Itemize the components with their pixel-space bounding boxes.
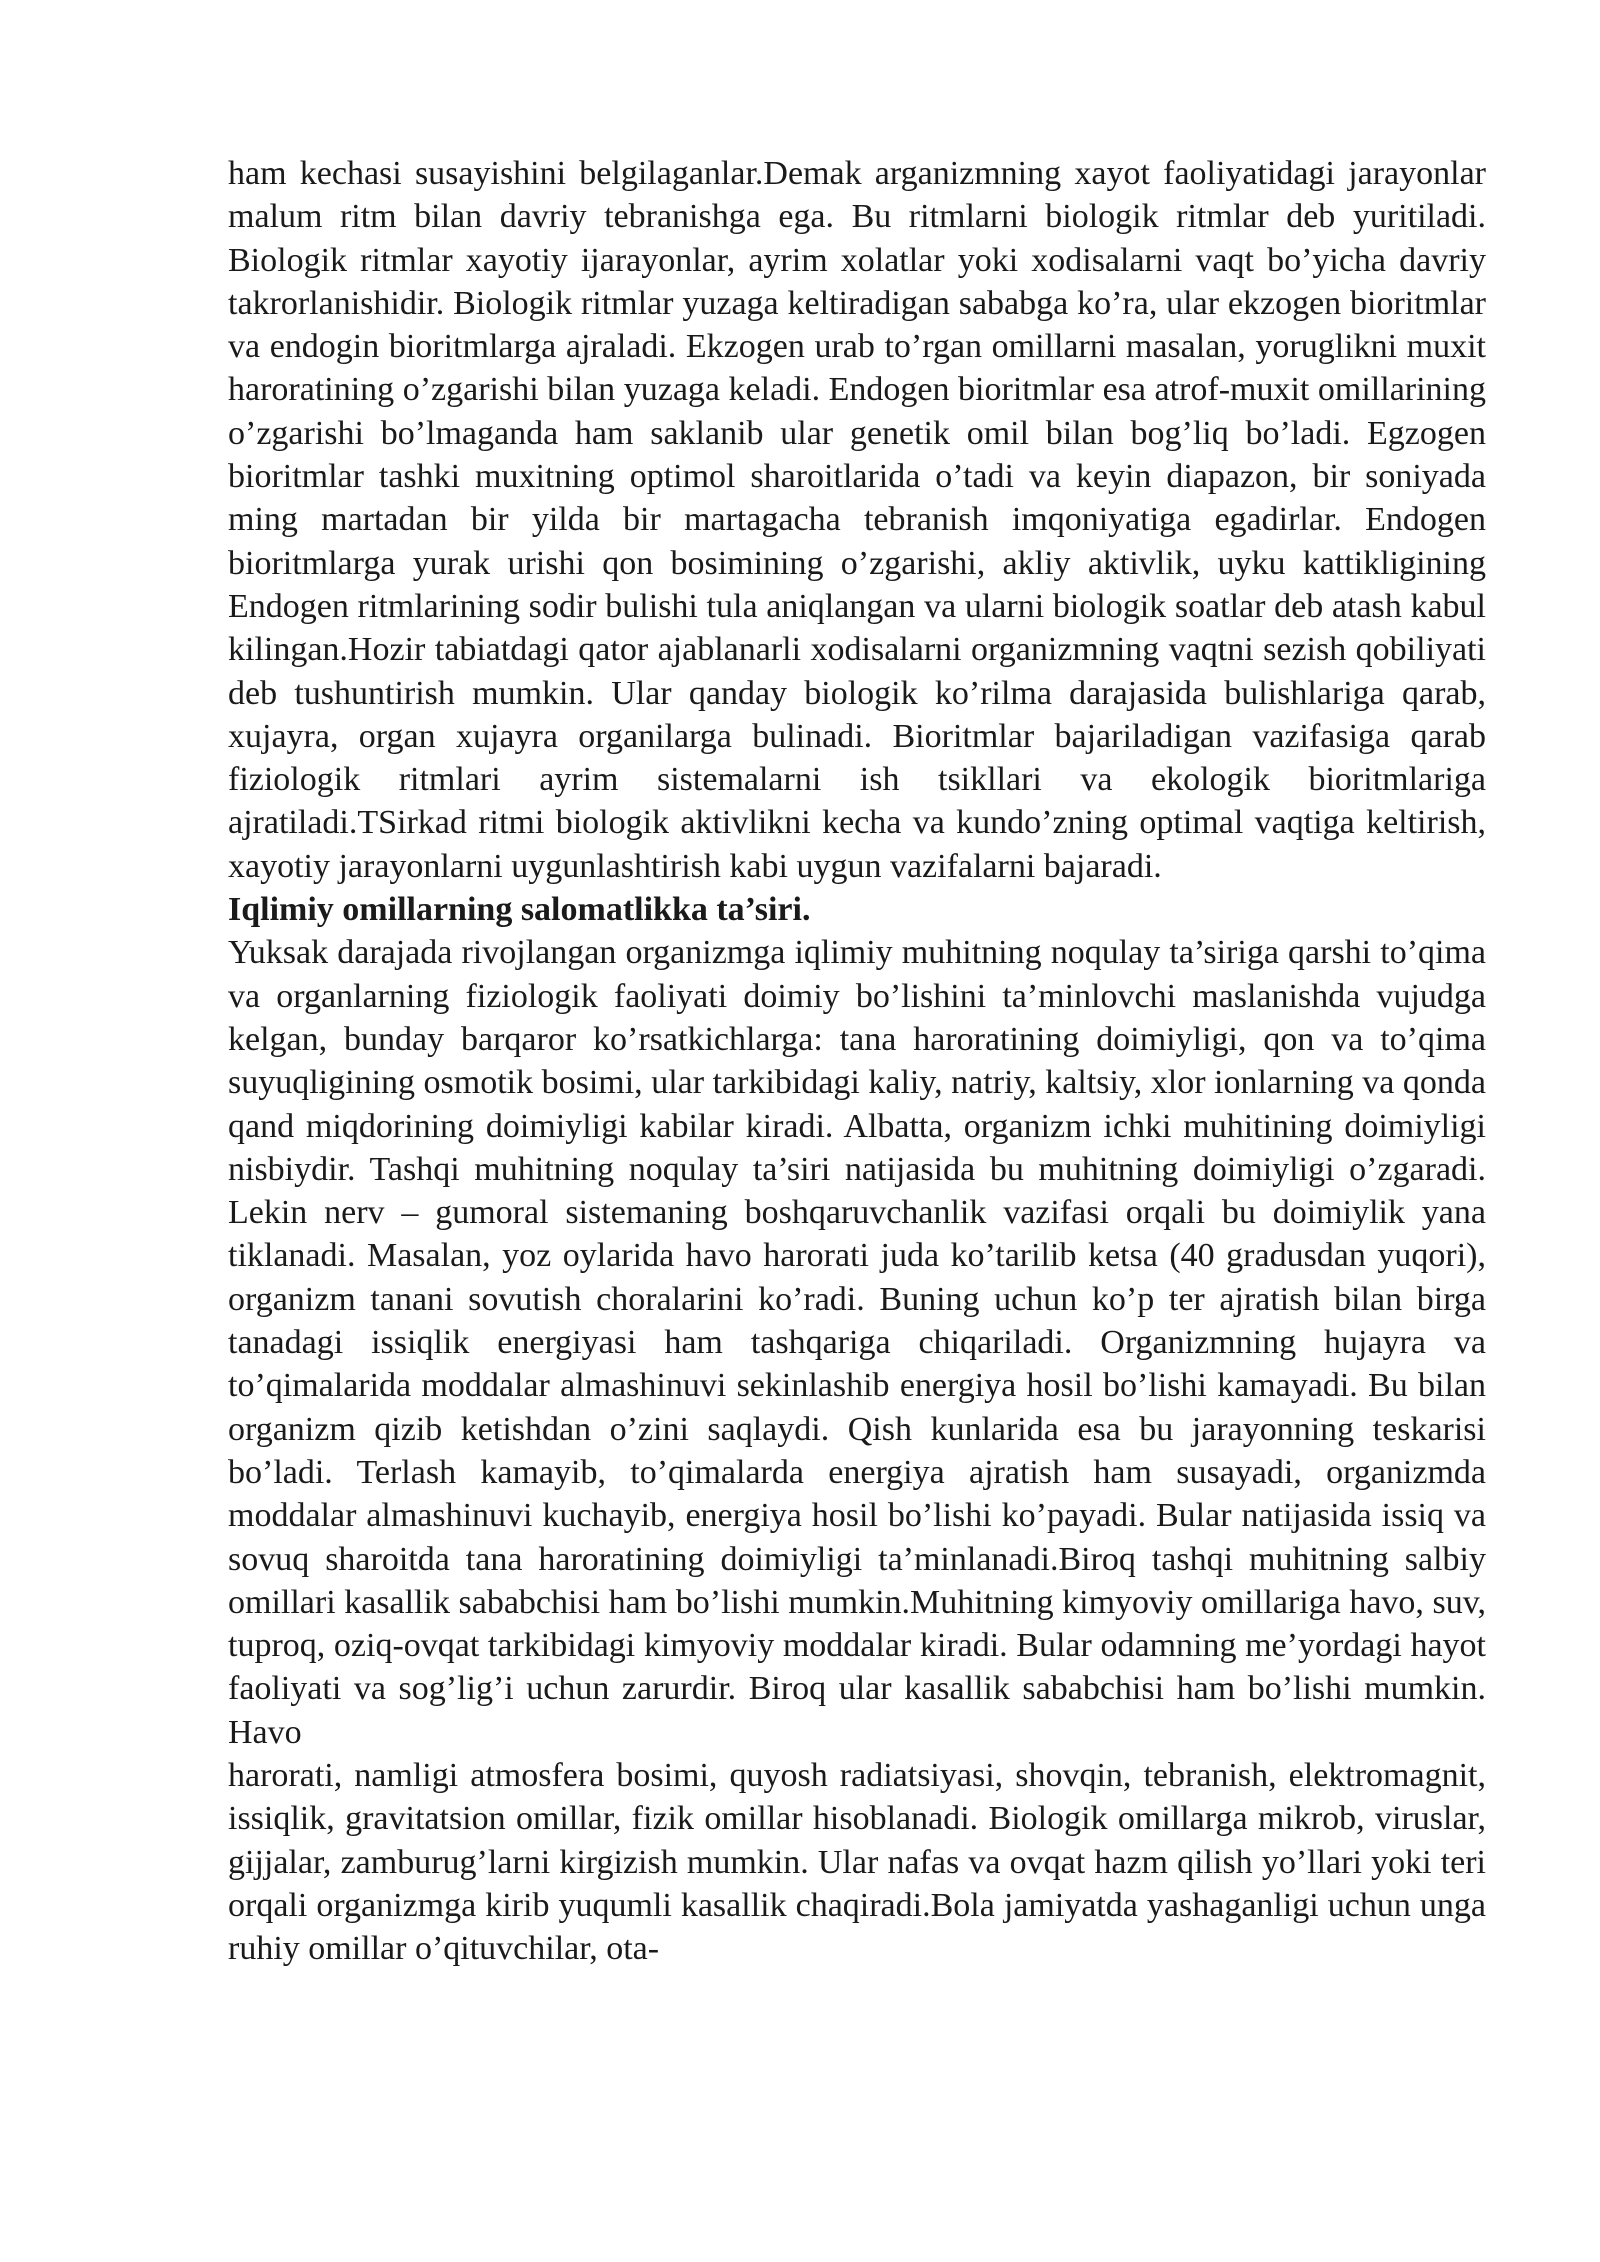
paragraph-physical-biological-factors: harorati, namligi atmosfera bosimi, quyosh radiatsiyasi, shovqin, tebranish, elektromagnit, issiqlik, gravitatsion omillar, fizik omillar hisoblanadi. Biologik omillarga mikrob, viruslar, gijjalar, zamburug’larni kirgizish mumkin. Ular nafas va ovqat hazm qilish yo’llari yoki teri orqali organizmga kirib yuqumli kasallik chaqiradi.Bola jamiyatda yashaganligi uchun unga ruhiy omillar o’qituvchilar, ota- bbox=[228, 1756, 1486, 1968]
paragraph-biological-rhythms: ham kechasi susayishini belgilaganlar.Demak arganizmning xayot faoliyatidagi jarayonlar malum ritm bilan davriy tebranishga ega. Bu ritmlarni biologik ritmlar deb yuritiladi. Biologik ritmlar xayotiy ijarayonlar, ayrim xolatlar yoki xodisalarni vaqt bo’yicha davriy takrorlanishidir. Biologik ritmlar yuzaga keltiradigan sababga ko’ra, ular ekzogen bioritmlar va endogin bioritmlarga ajraladi. Ekzogen urab to’rgan omillarni masalan, yoruglikni muxit haroratining o’zgarishi bilan yuzaga keladi. Endogen bioritmlar esa atrof-muxit omillarining o’zgarishi bo’lmaganda ham saklanib ular genetik omil bilan bog’liq bo’ladi. Egzogen bioritmlar tashki muxitning optimol sharoitlarida o’tadi va keyin diapazon, bir soniyada ming martadan bir yilda bir martagacha tebranish imqoniyatiga egadirlar. Endogen bioritmlarga yurak urishi qon bosimining o’zgarishi, akliy aktivlik, uyku kattikligining Endogen ritmlarining sodir bulishi tula aniqlangan va ularni biologik soatlar deb atash kabul kilingan.Hozir tabiatdagi qator ajablanarli xodisalarni organizmning vaqtni sezish qobiliyati deb tushuntirish mumkin. Ular qanday biologik ko’rilma darajasida bulishlariga qarab, xujayra, organ xujayra organilarga bulinadi. Bioritmlar bajariladigan vazifasiga qarab fiziologik ritmlari ayrim sistemalarni ish tsikllari va ekologik bioritmlariga ajratiladi.TSirkad ritmi biologik aktivlikni kecha va kundo’zning optimal vaqtiga keltirish, xayotiy jarayonlarni uygunlashtirish kabi uygun vazifalarni bajaradi. bbox=[228, 155, 1486, 885]
paragraph-climate-effects: Yuksak darajada rivojlangan organizmga iqlimiy muhitning noqulay ta’siriga qarshi to’qima va organlarning fiziologik faoliyati doimiy bo’lishini ta’minlovchi maslanishda vujudga kelgan, bunday barqaror ko’rsatkichlarga: tana haroratining doimiyligi, qon va to’qima suyuqligining osmotik bosimi, ular tarkibidagi kaliy, natriy, kaltsiy, xlor ionlarning va qonda qand miqdorining doimiyligi kabilar kiradi. Albatta, organizm ichki muhitining doimiyligi nisbiydir. Tashqi muhitning noqulay ta’siri natijasida bu muhitning doimiyligi o’zgaradi. Lekin nerv – gumoral sistemaning boshqaruvchanlik vazifasi orqali bu doimiylik yana tiklanadi. Masalan, yoz oylarida havo harorati juda ko’tarilib ketsa (40 gradusdan yuqori), organizm tanani sovutish choralarini ko’radi. Buning uchun ko’p ter ajratish bilan birga tanadagi issiqlik energiyasi ham tashqariga chiqariladi. Organizmning hujayra va to’qimalarida moddalar almashinuvi sekinlashib energiya hosil bo’lishi kamayadi. Bu bilan organizm qizib ketishdan o’zini saqlaydi. Qish kunlarida esa bu jarayonning teskarisi bo’ladi. Terlash kamayib, to’qimalarda energiya ajratish ham susayadi, organizmda moddalar almashinuvi kuchayib, energiya hosil bo’lishi ko’payadi. Bular natijasida issiq va sovuq sharoitda tana haroratining doimiyligi ta’minlanadi.Biroq tashqi muhitning salbiy omillari kasallik sababchisi ham bo’lishi mumkin.Muhitning kimyoviy omillariga havo, suv, tuproq, oziq-ovqat tarkibidagi kimyoviy moddalar kiradi. Bular odamning me’yordagi hayot faoliyati va sog’lig’i uchun zarurdir. Biroq ular kasallik sababchisi ham bo’lishi mumkin. Havo bbox=[228, 934, 1486, 1751]
section-heading-climate-factors: Iqlimiy omillarning salomatlikka ta’siri. bbox=[228, 891, 811, 929]
document-body bbox=[228, 152, 1486, 1970]
